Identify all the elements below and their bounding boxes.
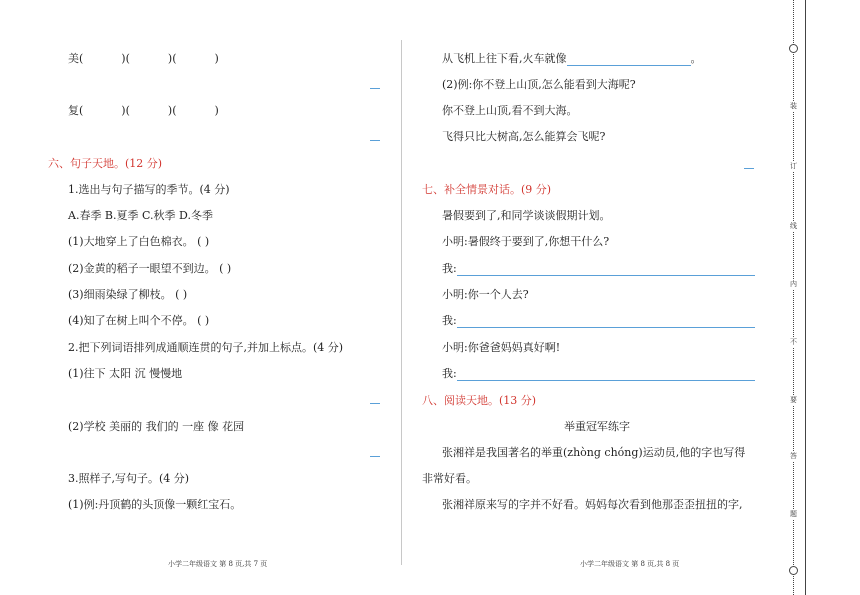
binding-label: 内 [790, 280, 797, 288]
dialog-line-5: 小明:你爸爸妈妈真好啊! [442, 341, 561, 354]
binding-hole-icon [789, 566, 798, 575]
reading-title: 举重冠军练字 [564, 420, 630, 433]
page-divider [401, 40, 402, 565]
dialog-line-1: 小明:暑假终于要到了,你想干什么? [442, 235, 610, 248]
answer-line[interactable] [457, 263, 755, 276]
dialog-line-2: 我: [442, 262, 755, 276]
score-tick [370, 88, 380, 89]
q3-example-1: (1)例:丹顶鹤的头顶像一颗红宝石。 [68, 498, 242, 511]
binding-label: 要 [790, 396, 797, 404]
q2-item-1: (1)往下 太阳 沉 慢慢地 [68, 367, 183, 380]
q3-prompt-2: 飞得只比大树高,怎么能算会飞呢? [442, 130, 606, 143]
q3-example-2-answer: 你不登上山顶,看不到大海。 [442, 104, 578, 117]
q5-char-2: 复 [68, 104, 79, 117]
score-tick [370, 456, 380, 457]
q3-prompt-1: 从飞机上往下看,火车就像 。 [442, 52, 702, 65]
binding-label: 题 [790, 510, 797, 518]
q5-row-1: 美( )( )( ) [68, 52, 219, 65]
q2-title: 2.把下列词语排列成通顺连贯的句子,并加上标点。(4 分) [68, 341, 344, 354]
q1-item-1[interactable]: (1)大地穿上了白色棉衣。 ( ) [68, 235, 210, 248]
q2-item-2: (2)学校 美丽的 我们的 一座 像 花园 [68, 420, 245, 433]
reading-para-2: 张湘祥原来写的字并不好看。妈妈每次看到他那歪歪扭扭的字, [442, 498, 743, 511]
q1-title: 1.选出与句子描写的季节。(4 分) [68, 183, 230, 196]
q1-item-3[interactable]: (3)细雨染绿了柳枝。 ( ) [68, 288, 188, 301]
reading-para-1b: 非常好看。 [422, 472, 477, 485]
binding-hole-icon [789, 44, 798, 53]
answer-line[interactable] [457, 315, 755, 328]
binding-label: 订 [790, 162, 797, 170]
binding-label: 线 [790, 222, 797, 230]
left-page [0, 0, 400, 595]
dialog-intro: 暑假要到了,和同学谈谈假期计划。 [442, 209, 611, 222]
q1-item-4[interactable]: (4)知了在树上叫个不停。 ( ) [68, 314, 210, 327]
page-footer-left: 小学二年级语文 第 8 页,共 7 页 [168, 560, 268, 568]
q5-row-2: 复( )( )( ) [68, 104, 219, 117]
binding-solid-line [805, 0, 806, 595]
binding-label: 答 [790, 452, 797, 460]
q5-char-1: 美 [68, 52, 79, 65]
page-footer-right: 小学二年级语文 第 8 页,共 8 页 [580, 560, 680, 568]
binding-label: 不 [790, 338, 797, 346]
binding-margin [781, 0, 860, 595]
q3-title: 3.照样子,写句子。(4 分) [68, 472, 190, 485]
dialog-line-4: 我: [442, 314, 755, 328]
binding-dotted-line [793, 0, 794, 595]
right-page [410, 0, 780, 595]
section-6-title: 六、句子天地。(12 分) [48, 157, 163, 170]
binding-label: 装 [790, 102, 797, 110]
dialog-line-6: 我: [442, 367, 755, 381]
score-tick [370, 403, 380, 404]
q1-options: A.春季 B.夏季 C.秋季 D.冬季 [68, 209, 213, 222]
dialog-line-3: 小明:你一个人去? [442, 288, 529, 301]
q3-example-2: (2)例:你不登上山顶,怎么能看到大海呢? [442, 78, 636, 91]
score-tick [744, 168, 754, 169]
answer-line[interactable] [457, 368, 755, 381]
section-7-title: 七、补全情景对话。(9 分) [422, 183, 552, 196]
reading-para-1a: 张湘祥是我国著名的举重(zhòng chóng)运动员,他的字也写得 [442, 446, 746, 459]
answer-line[interactable] [567, 53, 691, 66]
score-tick [370, 140, 380, 141]
section-8-title: 八、阅读天地。(13 分) [422, 394, 537, 407]
q1-item-2[interactable]: (2)金黄的稻子一眼望不到边。 ( ) [68, 262, 232, 275]
